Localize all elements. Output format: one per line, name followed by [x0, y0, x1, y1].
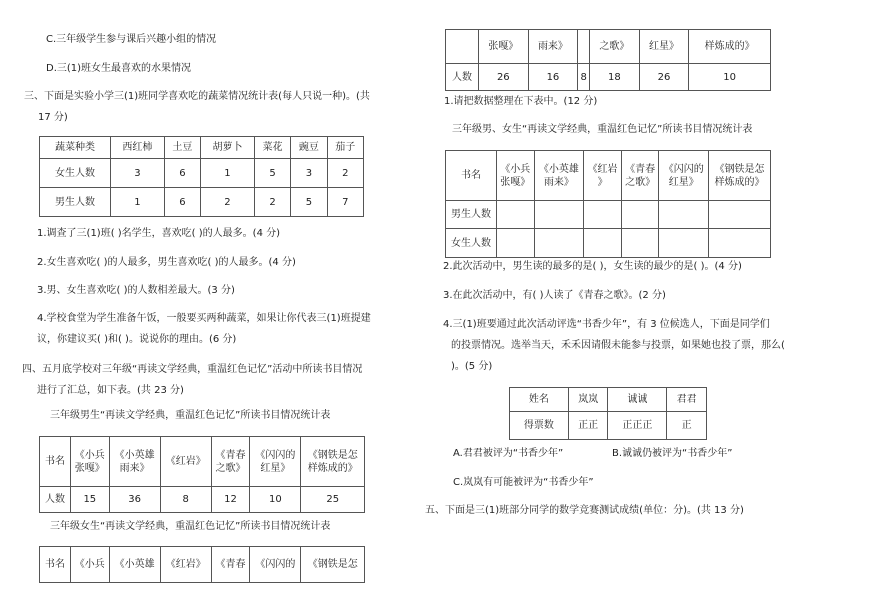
book-cell: 《青春 之歌》	[211, 437, 250, 487]
book-cell: 《红岩》	[160, 437, 211, 487]
question-4-4: 4.三(1)班要通过此次活动评选“书香少年”，有 3 位候选人，下面是同学们	[443, 319, 770, 330]
book-label: 书名	[40, 547, 71, 583]
table-cell: 1	[111, 188, 165, 217]
book-cell: 《钢铁是怎 样炼成的》	[301, 437, 365, 487]
answer-cell[interactable]	[534, 229, 584, 258]
question-4-4-cont: 的投票情况。选举当天，禾禾因请假未能参与投票，如果她也投了票，那么(	[451, 340, 785, 351]
book-cell: 《小英雄 雨来》	[109, 437, 160, 487]
count-cell: 26	[479, 64, 529, 91]
girls-books-table	[39, 546, 365, 583]
book-cell: 《青春	[211, 547, 250, 583]
vegetable-header-cell: 西红柿	[111, 137, 165, 159]
answer-cell[interactable]	[584, 201, 622, 229]
table-cell: 6	[164, 188, 200, 217]
boys-table-title: 三年级男生“再读文学经典，重温红色记忆”所读书目情况统计表	[50, 410, 331, 421]
answer-cell[interactable]	[497, 201, 535, 229]
question-4-3: 3.在此次活动中，有( )人读了《青春之歌》。(2 分)	[443, 290, 666, 301]
question-3-heading: 三、下面是实验小学三(1)班同学喜欢吃的蔬菜情况统计表(每人只说一种)。(共	[24, 91, 370, 102]
table-cell: 3	[291, 159, 327, 188]
question-3-2: 2.女生喜欢吃( )的人最多，男生喜欢吃( )的人最多。(4 分)	[37, 257, 296, 268]
vote-cell: 正正正	[608, 412, 667, 440]
combined-table-title: 三年级男、女生“再读文学经典，重温红色记忆”所读书目情况统计表	[452, 124, 753, 135]
table-cell: 7	[327, 188, 363, 217]
vote-cell: 得票数	[510, 412, 569, 440]
count-cell: 15	[71, 487, 110, 513]
vote-table	[509, 387, 707, 440]
book-cell: 《闪闪的 红星》	[250, 437, 301, 487]
question-3-points: 17 分)	[38, 112, 68, 123]
answer-cell[interactable]	[709, 201, 771, 229]
count-label: 人数	[446, 64, 479, 91]
book-cell: 张嘎》	[479, 30, 529, 64]
book-cell: 《红岩》	[160, 547, 211, 583]
empty-cell	[446, 30, 479, 64]
answer-cell[interactable]	[534, 201, 584, 229]
book-cell: 《闪闪的 红星》	[659, 151, 709, 201]
option-c: C.三年级学生参与课后兴趣小组的情况	[46, 34, 217, 45]
count-cell: 8	[160, 487, 211, 513]
book-cell: 《钢铁是怎 样炼成的》	[709, 151, 771, 201]
book-cell: 《小英雄 雨来》	[534, 151, 584, 201]
table-cell: 女生人数	[40, 159, 111, 188]
vegetable-header-cell: 胡萝卜	[201, 137, 255, 159]
answer-cell[interactable]	[621, 229, 659, 258]
question-4-2: 2.此次活动中，男生读的最多的是( )，女生读的最少的是( )。(4 分)	[443, 261, 742, 272]
table-cell: 2	[201, 188, 255, 217]
vegetable-header-cell: 蔬菜种类	[40, 137, 111, 159]
count-cell: 8	[578, 64, 590, 91]
count-cell: 18	[590, 64, 640, 91]
answer-cell[interactable]	[584, 229, 622, 258]
book-cell: 《小兵 张嘎》	[497, 151, 535, 201]
table-cell: 3	[111, 159, 165, 188]
vote-header-cell: 岚岚	[568, 388, 608, 412]
option-a[interactable]: A.君君被评为“书香少年”	[453, 448, 564, 459]
vote-header-cell: 姓名	[510, 388, 569, 412]
vegetable-header-cell: 土豆	[164, 137, 200, 159]
question-3-3: 3.男、女生喜欢吃( )的人数相差最大。(3 分)	[37, 285, 235, 296]
count-cell: 10	[689, 64, 771, 91]
boys-books-table	[39, 436, 365, 513]
book-cell	[578, 30, 590, 64]
boys-count-label: 男生人数	[446, 201, 497, 229]
option-b[interactable]: B.诚诚仍被评为“书香少年”	[612, 448, 733, 459]
combined-books-table	[445, 150, 771, 258]
book-cell: 《青春 之歌》	[621, 151, 659, 201]
table-cell: 2	[327, 159, 363, 188]
vote-cell: 正正	[568, 412, 608, 440]
table-cell: 5	[291, 188, 327, 217]
question-4-heading: 四、五月底学校对三年级“再读文学经典，重温红色记忆”活动中所读书目情况	[22, 364, 363, 375]
book-cell: 之歌》	[590, 30, 640, 64]
vote-header-cell: 君君	[667, 388, 707, 412]
table-cell: 5	[254, 159, 290, 188]
vote-header-cell: 诚诚	[608, 388, 667, 412]
question-4-4-end: )。(5 分)	[451, 361, 493, 372]
question-3-4-cont: 议，你建议买( )和( )。说说你的理由。(6 分)	[37, 334, 237, 345]
book-cell: 《小兵	[71, 547, 110, 583]
answer-cell[interactable]	[659, 201, 709, 229]
answer-cell[interactable]	[659, 229, 709, 258]
question-3-1: 1.调查了三(1)班( )名学生，喜欢吃( )的人最多。(4 分)	[37, 228, 281, 239]
count-label: 人数	[40, 487, 71, 513]
count-cell: 25	[301, 487, 365, 513]
table-cell: 2	[254, 188, 290, 217]
book-cell: 《钢铁是怎	[301, 547, 365, 583]
count-cell: 10	[250, 487, 301, 513]
book-cell: 红星》	[639, 30, 689, 64]
vote-cell: 正	[667, 412, 707, 440]
table-cell: 6	[164, 159, 200, 188]
girls-count-label: 女生人数	[446, 229, 497, 258]
book-cell: 《红岩 》	[584, 151, 622, 201]
question-4-1: 1.请把数据整理在下表中。(12 分)	[444, 96, 598, 107]
question-4-heading-cont: 进行了汇总，如下表。(共 23 分)	[37, 385, 184, 396]
vegetable-header-cell: 茄子	[327, 137, 363, 159]
book-label: 书名	[40, 437, 71, 487]
vegetable-header-cell: 菜花	[254, 137, 290, 159]
count-cell: 16	[528, 64, 578, 91]
book-label: 书名	[446, 151, 497, 201]
table-cell: 男生人数	[40, 188, 111, 217]
answer-cell[interactable]	[497, 229, 535, 258]
book-cell: 雨来》	[528, 30, 578, 64]
question-3-4: 4.学校食堂为学生准备午饭，一般要买两种蔬菜，如果让你代表三(1)班提建	[37, 313, 371, 324]
answer-cell[interactable]	[621, 201, 659, 229]
book-cell: 《小兵 张嘎》	[71, 437, 110, 487]
question-5-heading: 五、下面是三(1)班部分同学的数学竞赛测试成绩(单位：分)。(共 13 分)	[425, 505, 744, 516]
girls-table-title: 三年级女生“再读文学经典，重温红色记忆”所读书目情况统计表	[50, 521, 331, 532]
book-cell: 《小英雄	[109, 547, 160, 583]
count-cell: 12	[211, 487, 250, 513]
count-cell: 26	[639, 64, 689, 91]
book-cell: 《闪闪的	[250, 547, 301, 583]
table-cell: 1	[201, 159, 255, 188]
book-cell: 样炼成的》	[689, 30, 771, 64]
answer-cell[interactable]	[709, 229, 771, 258]
girls-books-table-continued	[445, 29, 771, 91]
option-c-choice[interactable]: C.岚岚有可能被评为“书香少年”	[453, 477, 594, 488]
vegetable-header-cell: 豌豆	[291, 137, 327, 159]
option-d: D.三(1)班女生最喜欢的水果情况	[46, 63, 192, 74]
vegetable-table	[39, 136, 364, 217]
count-cell: 36	[109, 487, 160, 513]
